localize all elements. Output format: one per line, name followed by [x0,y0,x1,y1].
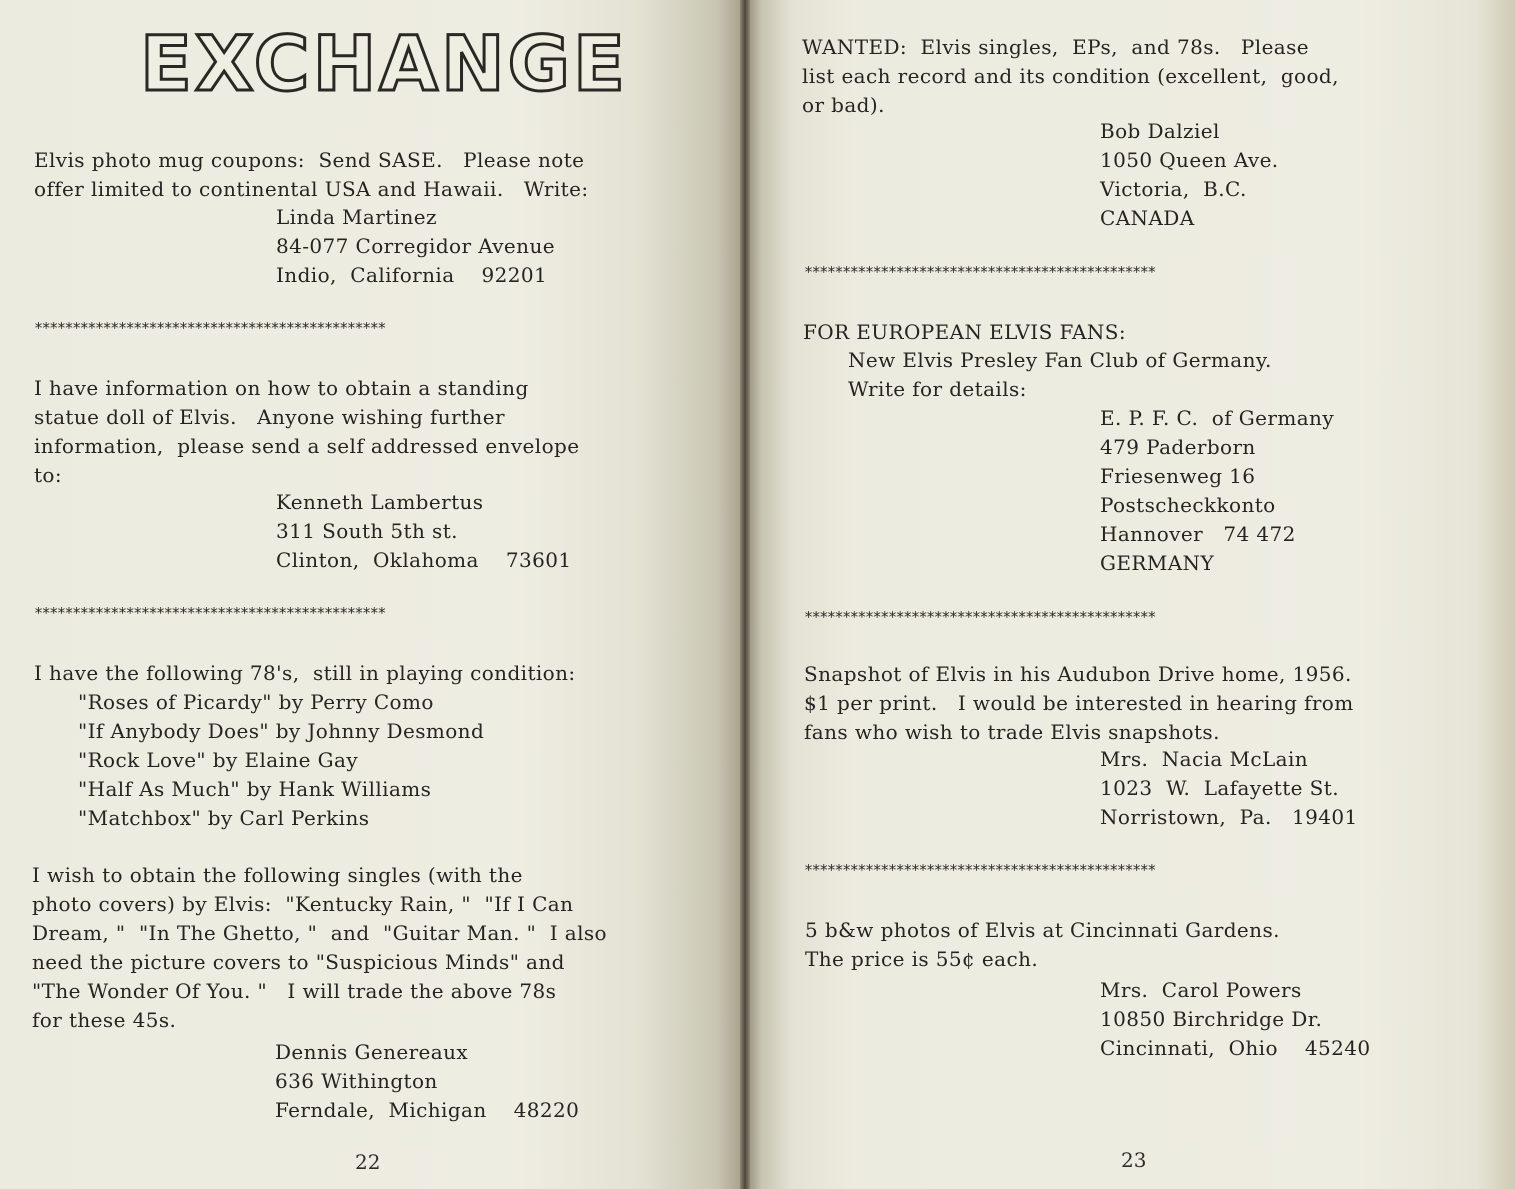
ad-text-line: "The Wonder Of You. " I will trade the above 78s [32,979,557,1003]
address-line: Hannover 74 472 [1100,522,1296,546]
address-line: GERMANY [1100,551,1215,575]
ad-photo-mug [34,146,588,204]
address-line: Postscheckkonto [1100,493,1276,517]
ad-wanted-singles [32,861,607,1035]
ad-text-line: WANTED: Elvis singles, EPs, and 78s. Please [802,35,1310,59]
address-line: Friesenweg 16 [1100,464,1256,488]
ad-text-line: The price is 55¢ each. [805,947,1039,971]
ad-text-line: I wish to obtain the following singles (with the [32,863,523,887]
address-dennis-genereaux [275,1038,579,1125]
ad-78s-intro [34,659,576,688]
address-bob-dalziel [1100,117,1279,233]
address-line: Bob Dalziel [1100,119,1220,143]
ad-text-line: Write for details: [848,377,1027,401]
book-gutter [740,0,750,1189]
address-line: Dennis Genereaux [275,1040,469,1064]
ad-text-line: New Elvis Presley Fan Club of Germany. [848,348,1272,372]
ad-text-line: fans who wish to trade Elvis snapshots. [804,720,1220,744]
address-line: 1050 Queen Ave. [1100,148,1279,172]
address-line: Mrs. Carol Powers [1100,978,1302,1002]
ad-text-line: to: [34,463,63,487]
address-kenneth-lambertus [276,488,572,575]
ad-european-fans-body [848,346,1272,404]
address-line: Kenneth Lambertus [276,490,484,514]
left-page [0,0,746,1189]
address-carol-powers [1100,976,1371,1063]
address-line: Cincinnati, Ohio 45240 [1100,1036,1371,1060]
ad-text-line: list each record and its condition (excellent, good, [802,64,1339,88]
record-list [78,688,484,833]
ad-text-line: photo covers) by Elvis: "Kentucky Rain, " "If I Can [32,892,574,916]
address-line: 84-077 Corregidor Avenue [276,234,555,258]
right-page [746,0,1515,1189]
address-line: Norristown, Pa. 19401 [1100,805,1358,829]
ad-wanted-records [802,33,1339,120]
ad-heading: FOR EUROPEAN ELVIS FANS: [803,320,1126,344]
ad-text-line: offer limited to continental USA and Hawaii. Write: [34,177,589,201]
address-line: E. P. F. C. of Germany [1100,406,1335,430]
address-line: Indio, California 92201 [276,263,548,287]
address-line: Mrs. Nacia McLain [1100,747,1309,771]
ad-text-line: I have the following 78's, still in playing condition: [34,661,576,685]
separator: ********************************************** [804,263,1156,281]
ad-text-line: 5 b&w photos of Elvis at Cincinnati Gardens. [805,918,1280,942]
record-item: "Rock Love" by Elaine Gay [78,748,359,772]
address-line: CANADA [1100,206,1195,230]
address-line: Victoria, B.C. [1100,177,1247,201]
address-line: Clinton, Oklahoma 73601 [276,548,572,572]
separator: ********************************************** [34,604,386,622]
separator: ********************************************** [804,608,1156,626]
address-line: 10850 Birchridge Dr. [1100,1007,1323,1031]
address-line: 311 South 5th st. [276,519,458,543]
separator: ********************************************** [34,319,386,337]
address-nacia-mclain [1100,745,1358,832]
address-linda-martinez [276,203,555,290]
record-item: "Half As Much" by Hank Williams [78,777,432,801]
ad-text-line: information, please send a self addressed envelope [34,434,580,458]
ad-text-line: for these 45s. [32,1008,177,1032]
ad-cincinnati-photos [805,916,1280,974]
ad-text-line: or bad). [802,93,885,117]
record-item: "If Anybody Does" by Johnny Desmond [78,719,485,743]
ad-text-line: $1 per print. I would be interested in hearing from [804,691,1354,715]
separator: ********************************************** [804,861,1156,879]
page-title: EXCHANGE [140,19,628,108]
address-line: 1023 W. Lafayette St. [1100,776,1339,800]
ad-text-line: Snapshot of Elvis in his Audubon Drive home, 1956. [804,662,1352,686]
ad-text-line: Elvis photo mug coupons: Send SASE. Please note [34,148,585,172]
ad-text-line: I have information on how to obtain a standing [34,376,529,400]
ad-text-line: need the picture covers to "Suspicious Minds" and [32,950,565,974]
address-line: 636 Withington [275,1069,438,1093]
ad-statue-doll [34,374,579,490]
address-epfc-germany [1100,404,1334,578]
address-line: Ferndale, Michigan 48220 [275,1098,580,1122]
ad-text-line: statue doll of Elvis. Anyone wishing further [34,405,505,429]
address-line: Linda Martinez [276,205,437,229]
record-item: "Roses of Picardy" by Perry Como [78,690,434,714]
page-number: 23 [1121,1148,1147,1172]
record-item: "Matchbox" by Carl Perkins [78,806,370,830]
ad-snapshot [804,660,1354,747]
ad-european-fans [803,318,1126,347]
address-line: 479 Paderborn [1100,435,1256,459]
page-number: 22 [355,1150,381,1174]
ad-text-line: Dream, " "In The Ghetto, " and "Guitar Man. " I also [32,921,607,945]
